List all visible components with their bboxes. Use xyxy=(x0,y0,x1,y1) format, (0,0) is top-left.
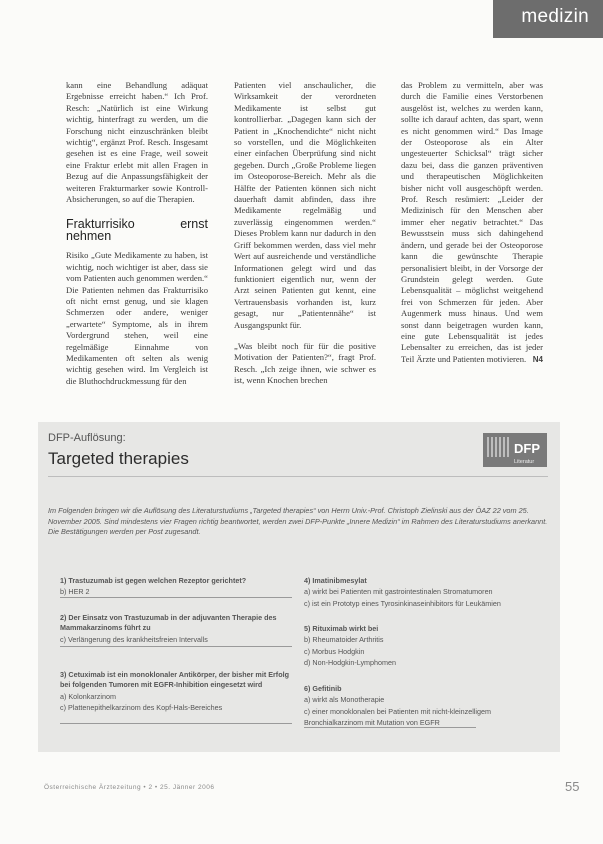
question-3 xyxy=(60,670,290,714)
article-column-3 xyxy=(401,80,543,375)
section-tab xyxy=(493,0,603,38)
divider xyxy=(48,476,548,477)
answer: c) einer monoklonalen bei Patienten mit nicht-kleinzelligem xyxy=(304,706,491,716)
question-title: 4) Imatinibmesylat xyxy=(304,576,367,585)
paragraph: Patienten viel anschaulicher, die Wirksamkeit der verordneten Medikamente ist selbst gut kontrollierbar. „Dagegen kann sich der Patient in „Knochendichte“ nicht nicht so vorstellen, und die Möglichkeiten einer einfachen Überprüfung sind nicht gegeben. Durch „Große Probleme liegen im Osteoporose-Bereich. Mehr als die Hälfte der Patienten können sich nicht dauerhaft damit abfinden, dass ihre Medikamente regelmäßig und zuverlässig eingenommen werden.“ Dieses Problem kann nur dadurch in den Griff bekommen werden, dass viel mehr Wert auf ausreichende und verständliche Informationen gelegt wird und das funktioniert eigentlich nur, wenn der Arzt seinen Patienten gut kennt, eine Vertrauensbasis vorhanden ist, kurz gesagt, nur „Patientennähe“ ist Ausgangspunkt für. xyxy=(234,80,376,330)
answer-underline xyxy=(60,597,292,598)
logo-text: DFP xyxy=(514,441,540,456)
answer: Bronchialkarzinom mit Mutation von EGFR xyxy=(304,718,440,728)
answer-underline xyxy=(60,646,292,647)
answer-underline xyxy=(304,727,476,728)
page-number: 55 xyxy=(565,779,580,794)
paragraph: „Was bleibt noch für für die positive Motivation der Patienten?“, fragt Prof. Resch. „Ich zeige ihnen, wie schwer es ist, wenn Knochen brechen xyxy=(234,340,376,386)
question-5 xyxy=(304,624,544,669)
paragraph xyxy=(401,80,543,365)
paragraph: kann eine Behandlung adäquat Ergebnisse erreicht haben.“ Ich Prof. Resch: „Natürlich ist eine Wirkung wichtig, hinterfragt zu werden, um die Forschung nicht einzuschränken bleibt wichtig“, ergänzt Prof. Resch. Insgesamt gesehen ist es eine Frage, weil soweit eine Fraktur erlebt mit allen Fragen in Bezug auf die Anpassungsfähigkeit der weiteren Frakturmarker sowie Kontroll-Absicherungen, so auf die Therapien. xyxy=(66,80,208,205)
answer: a) wirkt als Monotherapie xyxy=(304,695,385,705)
answer: b) Rheumatoider Arthritis xyxy=(304,635,384,645)
question-title: 6) Gefitinib xyxy=(304,684,342,693)
answer: c) Verlängerung des krankheitsfreien Intervalls xyxy=(60,634,208,644)
end-mark: N4 xyxy=(532,354,543,364)
paragraph: Risiko „Gute Medikamente zu haben, ist wichtig, noch wichtiger ist aber, dass sie vom Patienten auch genommen werden.“ Die Patienten nehmen das Frakturrisiko oft nicht ernst genug, und sie klagen Schmerzen oder andere, weniger „erwartete“ Symptome, als in ihrem Vordergrund stehen, weil eine regelmäßige Einnahme von Medikamenten oft selten als wenig wichtig gesehen wird. Im Vergleich ist die Bluthochdruckmessung für den xyxy=(66,250,208,386)
question-title: 3) Cetuximab ist ein monoklonaler Antikörper, der bisher mit Erfolg bei folgenden Tumoren mit EGFR-Inhibition eingesetzt wird xyxy=(60,670,289,690)
answer-underline xyxy=(60,723,292,724)
section-label: medizin xyxy=(521,6,589,27)
answer: d) Non-Hodgkin-Lymphomen xyxy=(304,658,397,668)
dfp-subtitle: DFP-Auflösung: xyxy=(48,432,126,444)
answer: b) HER 2 xyxy=(60,587,90,597)
question-1 xyxy=(60,576,290,598)
footer-text: Österreichische Ärztezeitung • 2 • 25. Jänner 2006 xyxy=(44,784,215,791)
article-column-2 xyxy=(234,80,376,397)
question-6 xyxy=(304,684,544,729)
question-title: 2) Der Einsatz von Trastuzumab in der adjuvanten Therapie des Mammakarzinoms führt zu xyxy=(60,613,277,633)
question-2 xyxy=(60,613,290,645)
question-title: 5) Rituximab wirkt bei xyxy=(304,624,379,633)
dfp-title: Targeted therapies xyxy=(48,449,189,468)
answer: c) ist ein Prototyp eines Tyrosinkinaseinhibitors für Leukämien xyxy=(304,598,501,608)
dfp-intro: Im Folgenden bringen wir die Auflösung des Literaturstudiums „Targeted therapies“ von Herrn Univ.-Prof. Christoph Zielinski aus der ÖAZ 22 vom 25. November 2005. Sind mindestens vier Fragen richtig beantwortet, werden zwei DFP-Punkte „Innere Medizin“ im Rahmen des Literaturstudiums anerkannt. Die Bestätigungen werden per Post zugesandt. xyxy=(48,506,548,537)
answer: c) Plattenepithelkarzinom des Kopf-Hals-Bereiches xyxy=(60,703,223,713)
answer: c) Morbus Hodgkin xyxy=(304,646,365,656)
question-4 xyxy=(304,576,544,609)
paragraph-text: das Problem zu vermitteln, aber was durch die Familie eines Verstorbenen ausgelöst ist, welches zu werden kann, sollte ich darauf achten, das spart, wenn es nicht genommen wird.“ Das Image der Osteoporose als ein Alter ungesteuerter Schicksal“ trägt sicher dazu bei, dass die ganzen präventiven und therapeutischen Möglichkeiten bisher nicht voll ausgeschöpft werden. Prof. Resch resümiert: „Leider der Medizinisch für den Menschen aber immer eher negativ betrachtet.“ Das Bewusstsein muss sich dahingehend ändern, und gerade bei der Osteoporose kann die gewünschte Therapie personalisiert bleibt, in der Vorsorge der Grundstein gelegt werden. Gute Lebensqualität – möglichst weitgehend frei von Schmerzen für jeden. Aber Augenmerk muss hinaus. Und wem sonst dann beigetragen wurden kann, eine gute Lebensqualität ist jedes Lebensalter zu erreichen, das ist jeder Teil Ärzte und Patienten motivieren. xyxy=(401,80,543,364)
subheading: Frakturrisiko ernst nehmen xyxy=(66,217,208,243)
logo-subtext: Literatur xyxy=(514,459,535,465)
article-column-1 xyxy=(66,80,208,397)
answer: a) wirkt bei Patienten mit gastrointestinalen Stromatumoren xyxy=(304,587,493,597)
answer: a) Kolonkarzinom xyxy=(60,691,116,701)
question-title: 1) Trastuzumab ist gegen welchen Rezeptor gerichtet? xyxy=(60,576,247,585)
dfp-logo xyxy=(483,433,547,467)
